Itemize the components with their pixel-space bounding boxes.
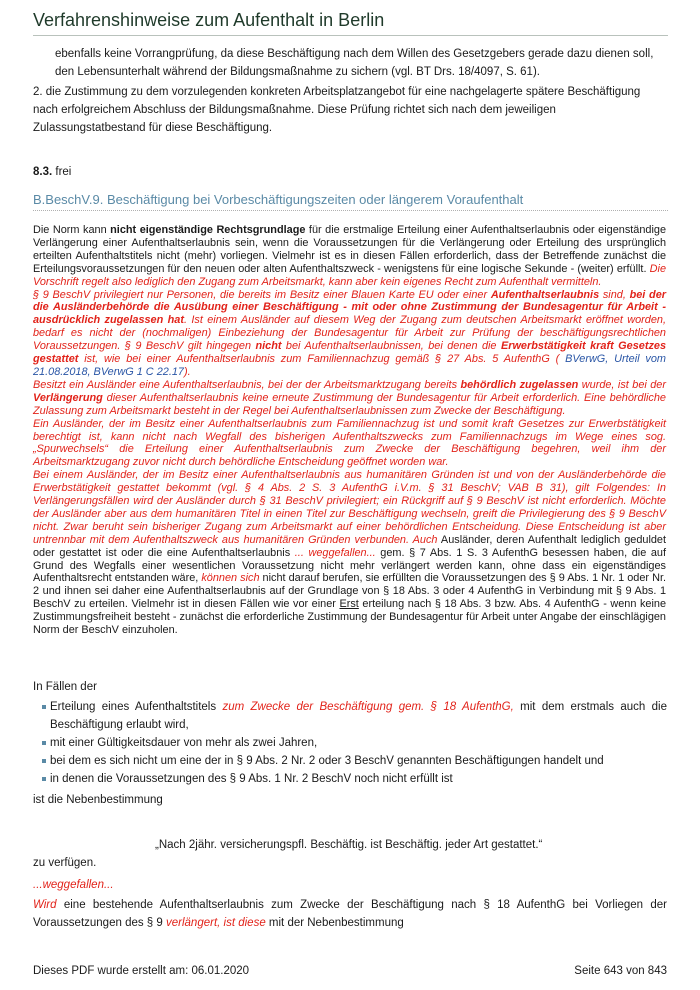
body-red: ... weggefallen...: [294, 546, 376, 559]
body-red: Bei einem Ausländer, der im Besitz einer Aufenthaltserlaubnis aus humanitären Gründen ist und von der Ausländerbehörde die Erwerbstätigkeit gestattet bekommt (vgl. § 4 Abs. 2 S. 3 AufenthG i.V.m. § 31 BeschV; VAB B 31), gilt Folgendes: In Verlängerungsfällen wird der Ausländer durch § 31 BeschV privilegiert; ein Rückgriff auf § 9 BeschV ist nicht erforderlich. Möchte der Ausländer aber aus dem humanitären Titel in einen Titel zur Beschäftigung wechseln, greift die Privilegierung des § 9 BeschV nicht. Zwar beruht sein bisheriger Zugang zum Arbeitsmarkt auf einer behördlichen Entscheidung. Diese Entscheidung ist aber untrennbar mit dem Aufenthaltszweck aus humanitären Gründen verbunden. Auch: [33, 469, 666, 546]
section-8-3-number: 8.3.: [33, 166, 53, 178]
section-8-3-text: frei: [55, 166, 72, 178]
body-red: können sich: [201, 572, 260, 585]
list-item-red: zum Zwecke der Beschäftigung gem. § 18 AufenthG,: [222, 701, 514, 713]
last-text: mit der Nebenbestimmung: [265, 917, 404, 929]
last-text: eine bestehende Aufenthaltserlaubnis zum Zwecke der Beschäftigung nach § 18 AufenthG bei Vorliegen der Voraussetzungen des § 9: [33, 899, 667, 929]
section-title: B.BeschV.9. Beschäftigung bei Vorbeschäftigungszeiten oder längerem Voraufenthalt: [33, 192, 668, 211]
in-faellen-label: In Fällen der: [33, 681, 97, 693]
list-item: [42, 734, 667, 752]
body-red: Die Vorschrift regelt also lediglich den Zugang zum Arbeitsmarkt, kann aber kein eigenes Recht zum Aufenthalt vermitteln.: [33, 262, 666, 288]
list-item-text: mit einer Gültigkeitsdauer von mehr als zwei Jahren,: [50, 737, 318, 749]
body-red: ist, wie bei einer Aufenthaltserlaubnis zum Familiennachzug gemäß § 27 Abs. 5 AufenthG (: [78, 353, 560, 366]
body-red-bold: Erwerbstätigkeit kraft Gesetzes gestattet: [33, 340, 666, 366]
list-item: [42, 752, 667, 770]
page-header-title: Verfahrenshinweise zum Aufenthalt in Berlin: [33, 10, 668, 36]
section-8-3: [33, 163, 71, 181]
body-red: Besitzt ein Ausländer eine Aufenthaltserlaubnis, bei der der Arbeitsmarktzugang bereits: [33, 378, 461, 391]
body-red: wurde, ist bei der: [578, 378, 666, 391]
body-red-bold: behördlich zugelassen: [460, 378, 579, 391]
body-text: nicht darauf berufen, sie erfüllten die Voraussetzungen des § 9 Abs. 1 Nr. 1 oder Nr. 2 und ihnen sei daher eine Aufenthaltserlaubnis auf der Grundlage von § 18 Abs. 3 oder 4 AufenthG in Verbindung mit § 9 Abs. 1 BeschV zu erteilen. Vielmehr ist in diesen Fällen wie vor einer: [33, 572, 666, 611]
weggefallen-note: ...weggefallen...: [33, 879, 114, 891]
body-bold: nicht eigenständige Rechtsgrundlage: [110, 224, 306, 236]
bullet-icon: [42, 705, 46, 709]
body-text: Die Norm kann: [33, 224, 111, 236]
intro-paragraph-1: ebenfalls keine Vorrangprüfung, da diese Beschäftigung nach dem Willen des Gesetzgebers gerade dazu dienen soll, den Lebensunterhalt während der Bildungsmaßnahme zu sichern (vgl. BT Drs. 18/4097, S. 61).: [55, 48, 654, 78]
body-red-bold: nicht: [255, 340, 282, 353]
body-red: ).: [183, 365, 191, 378]
bullet-icon: [42, 741, 46, 745]
body-red-bold: Verlängerung: [33, 391, 103, 404]
conditions-list: [42, 698, 667, 788]
body-red: . Ist einem Ausländer auf diesem Weg der Zugang zum deutschen Arbeitsmarkt eröffnet worden, bedarf es nicht der (nochmaligen) Einbeziehung der Bundesagentur für Arbeit zur Prüfung der beschäftigungsrechtlichen Voraussetzungen. § 9 BeschV gilt hingegen: [33, 314, 666, 353]
bullet-icon: [42, 759, 46, 763]
last-paragraph: [33, 896, 667, 932]
body-text: gem. § 7 Abs. 1 S. 3 AufenthG besessen haben, die auf Grund des Wegfalls einer wesentlichen Voraussetzung nicht mehr verlängert werden kann, ohne dass ein eigenständiges Aufenthaltsrecht entstanden wäre,: [33, 546, 667, 585]
body-text: erteilung nach § 18 Abs. 3 bzw. Abs. 4 AufenthG - wenn keine Zustimmungsfreiheit besteht - zunächst die erforderliche Zustimmung der Bundesagentur für Arbeit unter Angabe der einschlägigen Norm der BeschV einzuholen.: [33, 598, 667, 637]
nebenbestimmung-intro: ist die Nebenbestimmung: [33, 794, 163, 806]
body-red: bei Aufenthaltserlaubnissen, bei denen die: [281, 340, 501, 353]
body-red: sind,: [599, 288, 630, 301]
list-item: [42, 698, 667, 734]
last-red: verlängert, ist diese: [166, 917, 266, 929]
footer-page-number: Seite 643 von 843: [574, 965, 667, 977]
list-item-text: in denen die Voraussetzungen des § 9 Abs. 1 Nr. 2 BeschV noch nicht erfüllt ist: [50, 773, 453, 785]
body-red-bold: bei der die Ausländerbehörde die Ausübung einer Beschäftigung - mit oder ohne Zustimmung der Bundesagentur für Arbeit - ausdrücklich zugelassen hat: [33, 288, 666, 327]
main-body-text: [33, 224, 666, 637]
body-red: § 9 BeschV privilegiert nur Personen, die bereits im Besitz einer Blauen Karte EU oder einer: [33, 288, 491, 301]
list-item-text: bei dem es sich nicht um eine der in § 9 Abs. 2 Nr. 2 oder 3 BeschV genannten Beschäftigungen handelt und: [50, 755, 604, 767]
last-red: Wird: [33, 899, 57, 911]
body-underline: Erst: [339, 598, 359, 611]
nebenbestimmung-quote: „Nach 2jähr. versicherungspfl. Beschäftig. ist Beschäftig. jeder Art gestattet.“: [155, 839, 543, 851]
bullet-icon: [42, 777, 46, 781]
body-red: Ein Ausländer, der im Besitz einer Aufenthaltserlaubnis zum Familiennachzug ist und somit kraft Gesetzes zur Erwerbstätigkeit berechtigt ist, kann nicht nach Wegfall des bisherigen Aufenthaltszwecks zum Familiennachzugs im Wege eines sog. „Spurwechsels“ die Erteilung einer Aufenthaltserlaubnis zum Zwecke der Beschäftigung begehren, weil ihm der Arbeitsmarktzugang zuvor nicht durch behördliche Entscheidung geöffnet worden war.: [33, 417, 666, 469]
body-text: Ausländer, deren Aufenthalt lediglich geduldet oder gestattet ist oder die eine Aufenthaltserlaubnis: [33, 533, 667, 559]
body-red: dieser Aufenthaltserlaubnis keine erneute Zustimmung der Bundesagentur für Arbeit erforderlich. Eine behördliche Zulassung zum Arbeitsmarkt besteht in der Regel bei Aufenthaltserlaubnissen zum Zwecke der Beschäftigung.: [33, 391, 666, 417]
intro-paragraph-2: 2. die Zustimmung zu dem vorzulegenden konkreten Arbeitsplatzangebot für eine nachgelagerte spätere Beschäftigung nach erfolgreichem Abschluss der Bildungsmaßnahme. Diese Prüfung richtet sich nach dem jeweiligen Zulassungstatbestand für diese Beschäftigung.: [33, 86, 641, 134]
list-item-text: mit dem erstmals auch die Beschäftigung erlaubt wird,: [50, 701, 667, 731]
court-reference-link[interactable]: BVerwG, Urteil vom 21.08.2018, BVerwG 1 C 22.17: [33, 353, 666, 378]
footer-created-date: Dieses PDF wurde erstellt am: 06.01.2020: [33, 965, 250, 977]
body-text: für die erstmalige Erteilung einer Aufenthaltserlaubnis oder eigenständige Verlängerung einer Aufenthaltserlaubnis sein, wenn die Voraussetzungen für die Verlängerung oder Erteilung des ursprünglich erteilten Aufenthaltstitels nicht (mehr) vorliegen. Vielmehr ist es in diesen Fällen erforderlich, dass der Betreffende zunächst die Erteilungsvoraussetzungen für den neuen oder alten Aufenthaltszweck - wenigstens für eine logische Sekunde - (weiter) erfüllt.: [33, 224, 666, 275]
zu-verfuegen-text: zu verfügen.: [33, 857, 97, 869]
list-item: [42, 770, 667, 788]
list-item-text: Erteilung eines Aufenthaltstitels: [50, 701, 223, 713]
body-red-bold: Aufenthaltserlaubnis: [490, 288, 600, 301]
